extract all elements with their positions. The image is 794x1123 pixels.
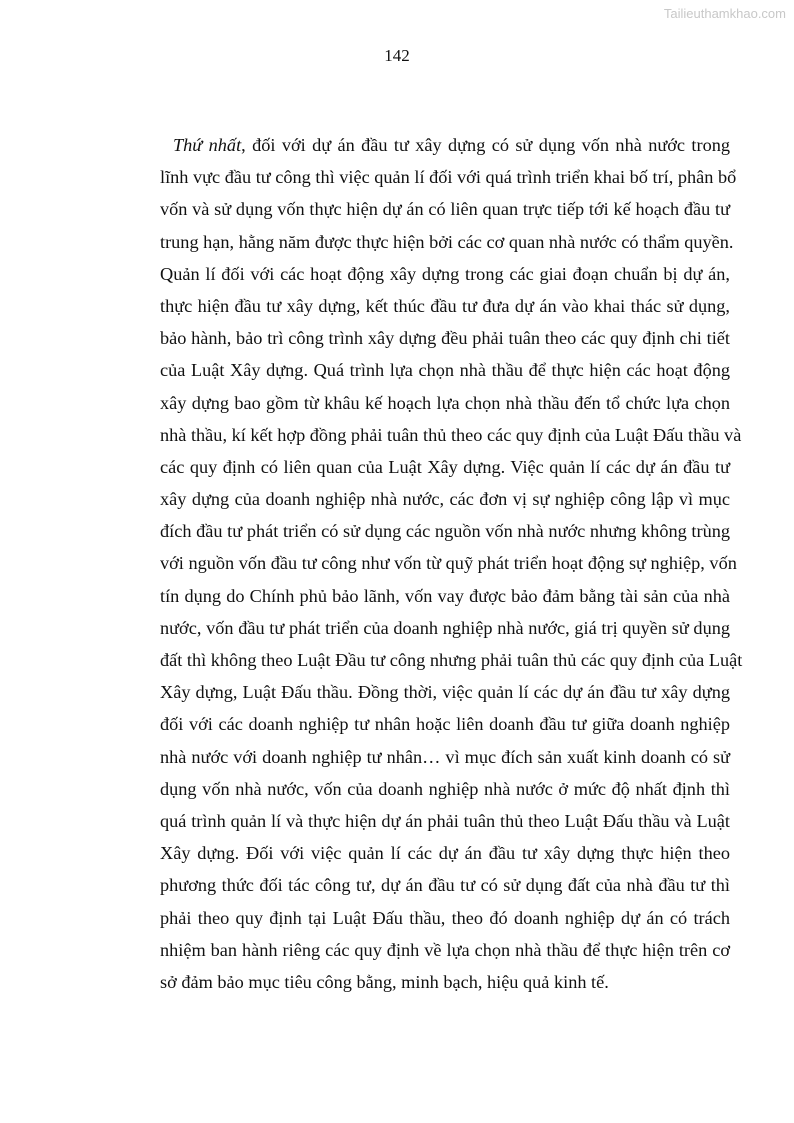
paragraph-line: Xây dựng, Luật Đấu thầu. Đồng thời, việc quản lí các dự án đầu tư xây dựng bbox=[160, 682, 730, 703]
paragraph-line: thực hiện đầu tư xây dựng, kết thúc đầu tư đưa dự án vào khai thác sử dụng, bbox=[160, 295, 730, 316]
paragraph-line: Quản lí đối với các hoạt động xây dựng trong các giai đoạn chuẩn bị dự án, bbox=[160, 263, 730, 284]
paragraph-line: lĩnh vực đầu tư công thì việc quản lí đối với quá trình triển khai bố trí, phân bổ bbox=[160, 167, 737, 188]
paragraph-line: dụng vốn nhà nước, vốn của doanh nghiệp nhà nước ở mức độ nhất định thì bbox=[160, 778, 730, 799]
paragraph-line: xây dựng bao gồm từ khâu kế hoạch lựa chọn nhà thầu đến tổ chức lựa chọn bbox=[160, 392, 730, 413]
paragraph-line bbox=[160, 129, 730, 161]
paragraph-line: với nguồn vốn đầu tư công như vốn từ quỹ phát triển hoạt động sự nghiệp, vốn bbox=[160, 553, 737, 574]
body-paragraph bbox=[160, 129, 743, 998]
paragraph-line: phải theo quy định tại Luật Đấu thầu, theo đó doanh nghiệp dự án có trách bbox=[160, 907, 730, 928]
paragraph-line: Xây dựng. Đối với việc quản lí các dự án đầu tư xây dựng thực hiện theo bbox=[160, 843, 730, 864]
paragraph-line: nhà thầu, kí kết hợp đồng phải tuân thủ theo các quy định của Luật Đấu thầu và bbox=[160, 424, 742, 445]
italic-lead: Thứ nhất bbox=[173, 135, 242, 155]
paragraph-line: nhiệm ban hành riêng các quy định về lựa chọn nhà thầu để thực hiện trên cơ bbox=[160, 939, 730, 960]
page-number: 142 bbox=[384, 46, 410, 65]
paragraph-line: sở đảm bảo mục tiêu công bằng, minh bạch, hiệu quả kinh tế. bbox=[160, 971, 609, 992]
line-text: , đối với dự án đầu tư xây dựng có sử dụng vốn nhà nước trong bbox=[241, 135, 730, 155]
paragraph-line: nước, vốn đầu tư phát triển của doanh nghiệp nhà nước, giá trị quyền sử dụng bbox=[160, 617, 730, 638]
paragraph-line: quá trình quản lí và thực hiện dự án phải tuân thủ theo Luật Đấu thầu và Luật bbox=[160, 810, 730, 831]
paragraph-line: đích đầu tư phát triển có sử dụng các nguồn vốn nhà nước nhưng không trùng bbox=[160, 521, 730, 542]
paragraph-line: bảo hành, bảo trì công trình xây dựng đều phải tuân theo các quy định chi tiết bbox=[160, 328, 730, 349]
paragraph-line: xây dựng của doanh nghiệp nhà nước, các đơn vị sự nghiệp công lập vì mục bbox=[160, 489, 730, 510]
paragraph-line: đất thì không theo Luật Đầu tư công nhưng phải tuân thủ các quy định của Luật bbox=[160, 650, 743, 670]
paragraph-line: trung hạn, hằng năm được thực hiện bởi các cơ quan nhà nước có thẩm quyền. bbox=[160, 231, 734, 252]
watermark: Tailieuthamkhao.com bbox=[663, 6, 786, 21]
paragraph-line: nhà nước với doanh nghiệp tư nhân… vì mục đích sản xuất kinh doanh có sử bbox=[160, 746, 730, 767]
paragraph-line: của Luật Xây dựng. Quá trình lựa chọn nhà thầu để thực hiện các hoạt động bbox=[160, 360, 730, 381]
paragraph-line: đối với các doanh nghiệp tư nhân hoặc liên doanh đầu tư giữa doanh nghiệp bbox=[160, 714, 730, 735]
paragraph-line: các quy định có liên quan của Luật Xây dựng. Việc quản lí các dự án đầu tư bbox=[160, 456, 730, 477]
paragraph-line: tín dụng do Chính phủ bảo lãnh, vốn vay được bảo đảm bằng tài sản của nhà bbox=[160, 585, 730, 606]
paragraph-line: vốn và sử dụng vốn thực hiện dự án có liên quan trực tiếp tới kế hoạch đầu tư bbox=[160, 199, 730, 220]
paragraph-line: phương thức đối tác công tư, dự án đầu tư có sử dụng đất của nhà đầu tư thì bbox=[160, 875, 730, 896]
